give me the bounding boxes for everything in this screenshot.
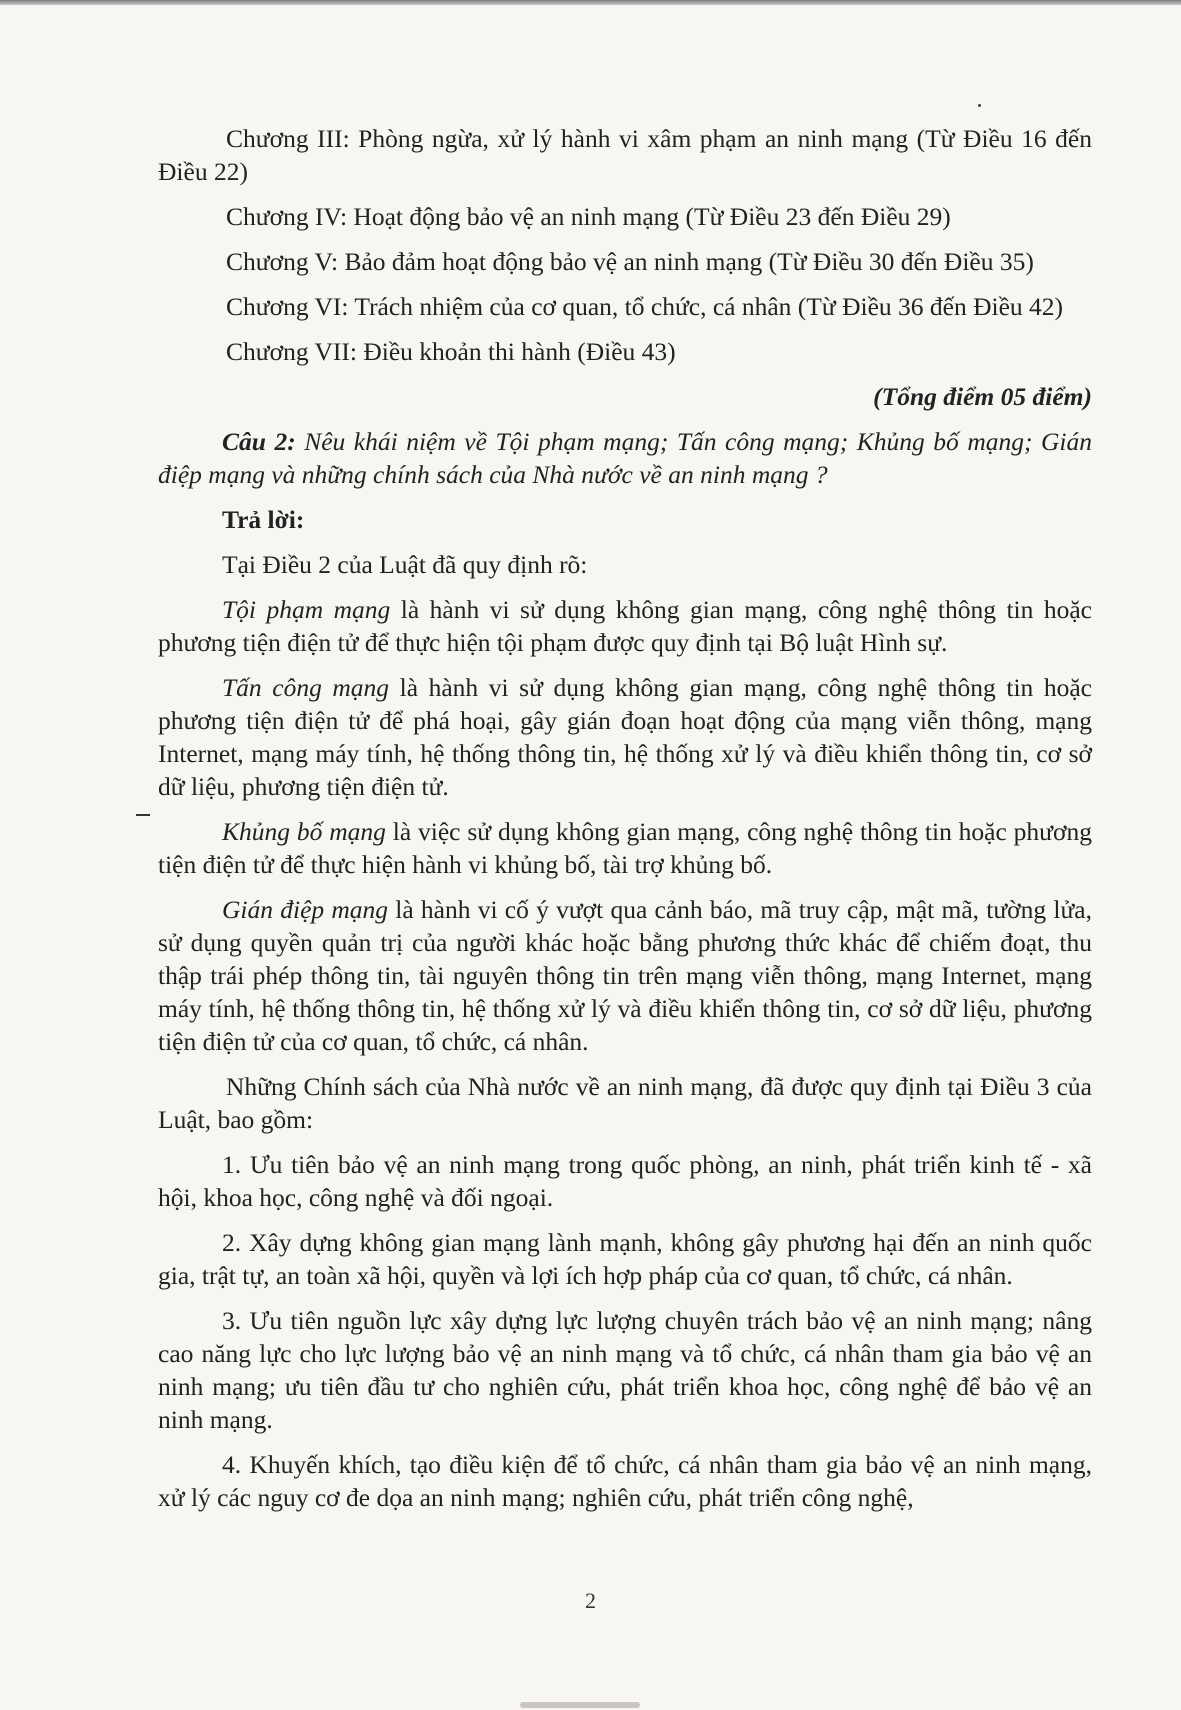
definition-text: là hành vi sử dụng không gian mạng, công nghệ thông tin hoặc phương tiện điện tử để phá hoại, gây gián đoạn hoạt động của mạng viễn thông, mạng Internet, mạng máy tính, hệ thống thông tin, hệ thống xử lý và điều khiển thông tin, cơ sở dữ liệu, phương tiện điện tử. [158,673,1092,801]
term-cyber-terrorism: Khủng bố mạng [222,817,386,846]
answer-label: Trả lời: [222,505,305,534]
definition-text: là việc sử dụng không gian mạng, công nghệ thông tin hoặc phương tiện điện tử để thực hiện hành vi khủng bố, tài trợ khủng bố. [158,817,1092,879]
policy-intro: Những Chính sách của Nhà nước về an ninh mạng, đã được quy định tại Điều 3 của Luật, bao gồm: [158,1072,1092,1134]
score-note: (Tổng điểm 05 điểm) [873,382,1092,411]
question-text: Nêu khái niệm về Tội phạm mạng; Tấn công mạng; Khủng bố mạng; Gián điệp mạng và những chính sách của Nhà nước về an ninh mạng ? [158,427,1092,489]
definition-text: là hành vi sử dụng không gian mạng, công nghệ thông tin hoặc phương tiện điện tử để thực hiện tội phạm được quy định tại Bộ luật Hình sự. [158,595,1092,657]
scan-top-edge [0,0,1181,5]
chapter-5: Chương V: Bảo đảm hoạt động bảo vệ an ninh mạng (Từ Điều 30 đến Điều 35) [226,247,1034,276]
term-cyber-attack: Tấn công mạng [222,673,390,702]
page-number: 2 [585,1588,596,1613]
definition-cyber-attack [158,671,1092,803]
margin-mark [136,814,150,816]
term-cyber-crime: Tội phạm mạng [222,595,391,624]
policy-item: 1. Ưu tiên bảo vệ an ninh mạng trong quốc phòng, an ninh, phát triển kinh tế - xã hội, khoa học, công nghệ và đối ngoại. [158,1150,1092,1212]
term-cyber-espionage: Gián điệp mạng [222,895,389,924]
answer-intro: Tại Điều 2 của Luật đã quy định rõ: [222,550,588,579]
question-label: Câu 2: [222,427,296,456]
definition-cyber-terrorism [158,815,1092,881]
scan-bottom-mark [520,1702,640,1708]
policy-item: 2. Xây dựng không gian mạng lành mạnh, không gây phương hại đến an ninh quốc gia, trật tự, an toàn xã hội, quyền và lợi ích hợp pháp của cơ quan, tổ chức, cá nhân. [158,1228,1092,1290]
policy-item: 4. Khuyến khích, tạo điều kiện để tổ chức, cá nhân tham gia bảo vệ an ninh mạng, xử lý các nguy cơ đe dọa an ninh mạng; nghiên cứu, phát triển công nghệ, [158,1450,1092,1512]
chapter-4: Chương IV: Hoạt động bảo vệ an ninh mạng (Từ Điều 23 đến Điều 29) [226,202,951,231]
chapter-3: Chương III: Phòng ngừa, xử lý hành vi xâm phạm an ninh mạng (Từ Điều 16 đến Điều 22) [158,124,1092,186]
definition-cyber-crime [158,593,1092,659]
document-page [158,122,1092,1526]
definition-cyber-espionage [158,893,1092,1058]
scan-speck [978,104,981,107]
definition-text: là hành vi cố ý vượt qua cảnh báo, mã truy cập, mật mã, tường lửa, sử dụng quyền quản trị của người khác hoặc bằng phương thức khác để chiếm đoạt, thu thập trái phép thông tin, tài nguyên thông tin trên mạng viễn thông, mạng Internet, mạng máy tính, hệ thống thông tin, hệ thống xử lý và điều khiển thông tin, cơ sở dữ liệu, phương tiện điện tử của cơ quan, tổ chức, cá nhân. [158,895,1092,1056]
chapter-7: Chương VII: Điều khoản thi hành (Điều 43) [226,337,676,366]
chapter-6: Chương VI: Trách nhiệm của cơ quan, tổ chức, cá nhân (Từ Điều 36 đến Điều 42) [226,292,1064,321]
question-2 [158,425,1092,491]
policy-item: 3. Ưu tiên nguồn lực xây dựng lực lượng chuyên trách bảo vệ an ninh mạng; nâng cao năng lực cho lực lượng bảo vệ an ninh mạng và tổ chức, cá nhân tham gia bảo vệ an ninh mạng; ưu tiên đầu tư cho nghiên cứu, phát triển khoa học, công nghệ để bảo vệ an ninh mạng. [158,1306,1092,1434]
